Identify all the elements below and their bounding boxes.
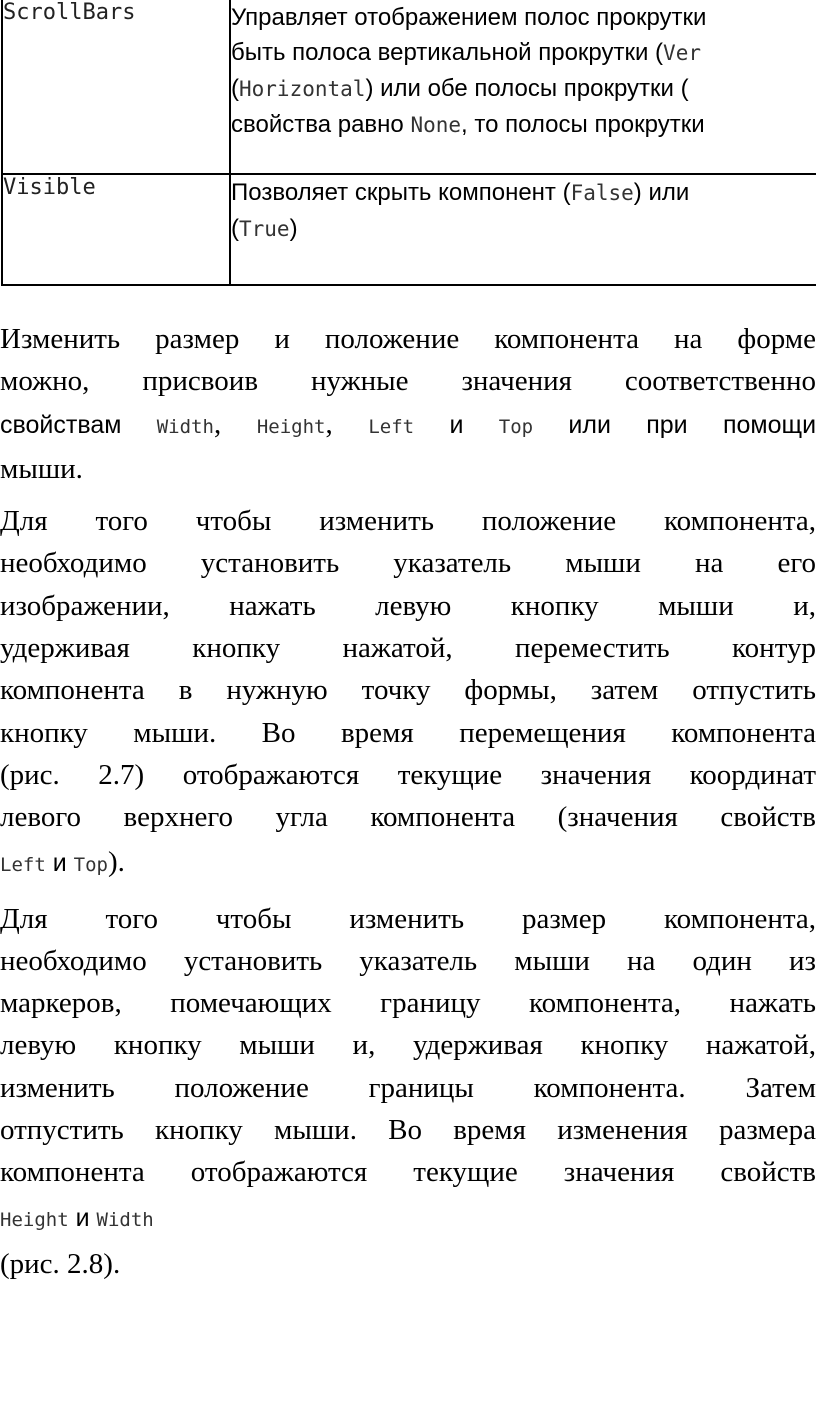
text-line bbox=[0, 500, 816, 542]
text-line bbox=[0, 669, 816, 711]
text-line bbox=[0, 1243, 816, 1285]
text-run: или при помощи bbox=[533, 410, 816, 439]
text-run: Для того чтобы изменить положение компонента, bbox=[0, 505, 816, 538]
property-name: Visible bbox=[2, 174, 230, 285]
text-line bbox=[0, 1151, 816, 1193]
paragraph bbox=[0, 318, 816, 490]
text-run: (рис. 2.7) отображаются текущие значения координат bbox=[0, 758, 816, 791]
text-run: отпустить кнопку мыши. Во время изменения размера bbox=[0, 1114, 816, 1147]
text-run: можно, присвоив нужные значения соответственно bbox=[0, 365, 816, 398]
code-term: True bbox=[239, 217, 290, 241]
text-line bbox=[231, 0, 816, 35]
text-run: удерживая кнопку нажатой, переместить контур bbox=[0, 632, 816, 665]
text-line bbox=[0, 318, 816, 360]
text-run: быть полоса вертикальной прокрутки ( bbox=[231, 39, 664, 66]
code-term: Top bbox=[73, 853, 108, 876]
text-run: ( bbox=[231, 215, 239, 242]
text-line bbox=[0, 585, 816, 627]
text-line bbox=[0, 403, 816, 448]
table-row bbox=[2, 0, 816, 174]
text-line bbox=[231, 107, 816, 143]
table-row bbox=[2, 174, 816, 285]
code-term: Left bbox=[368, 415, 415, 438]
code-term: Left bbox=[0, 853, 46, 876]
text-run: ) или bbox=[633, 179, 690, 206]
text-run: левого верхнего угла компонента (значения свойств bbox=[0, 801, 816, 834]
text-run: мыши. bbox=[0, 452, 83, 485]
text-run: и bbox=[45, 848, 74, 877]
text-run: необходимо установить указатель мыши на один из bbox=[0, 944, 816, 977]
text-line bbox=[0, 360, 816, 402]
text-run: и bbox=[414, 410, 499, 439]
text-line bbox=[0, 542, 816, 584]
text-line bbox=[0, 1194, 816, 1243]
code-term: Top bbox=[498, 415, 534, 438]
text-line bbox=[0, 982, 816, 1024]
text-run: Изменить размер и положение компонента на форме bbox=[0, 323, 816, 355]
properties-table bbox=[1, 0, 816, 286]
property-name: ScrollBars bbox=[2, 0, 230, 174]
code-term: False bbox=[570, 181, 634, 205]
text-run: , bbox=[213, 407, 257, 440]
text-run: и bbox=[68, 1203, 97, 1232]
paragraph bbox=[0, 500, 816, 887]
body-text bbox=[0, 318, 816, 1295]
text-run: левую кнопку мыши и, удерживая кнопку нажатой, bbox=[0, 1029, 816, 1062]
text-line bbox=[0, 627, 816, 669]
text-run: компонента в нужную точку формы, затем отпустить bbox=[0, 674, 816, 707]
text-run: необходимо установить указатель мыши на его bbox=[0, 547, 816, 580]
paragraph bbox=[0, 898, 816, 1285]
text-run: ) bbox=[289, 215, 298, 242]
text-line bbox=[0, 1067, 816, 1109]
text-run: изображении, нажать левую кнопку мыши и, bbox=[0, 589, 816, 622]
text-line bbox=[231, 175, 816, 211]
text-line bbox=[0, 1109, 816, 1151]
text-run: ( bbox=[231, 75, 239, 102]
text-run: компонента отображаются текущие значения свойств bbox=[0, 1156, 816, 1189]
text-line bbox=[0, 796, 816, 838]
text-line bbox=[0, 448, 816, 490]
text-run: ) или обе полосы прокрутки ( bbox=[365, 75, 689, 102]
text-run: , bbox=[325, 407, 369, 440]
text-run: Управляет отображением полос прокрутки bbox=[231, 4, 707, 31]
text-run: свойства равно bbox=[231, 111, 411, 138]
text-line bbox=[231, 71, 816, 107]
text-line bbox=[0, 754, 816, 796]
text-line bbox=[0, 940, 816, 982]
text-line bbox=[0, 712, 816, 754]
text-run: свойствам bbox=[0, 410, 157, 439]
text-run: маркеров, помечающих границу компонента, нажать bbox=[0, 987, 816, 1020]
code-term: Horizontal bbox=[239, 77, 366, 101]
code-term: Ver bbox=[663, 41, 701, 65]
code-term: None bbox=[410, 113, 462, 137]
text-line bbox=[0, 898, 816, 940]
code-term: Height bbox=[256, 415, 326, 438]
property-description bbox=[230, 0, 816, 174]
text-run: ). bbox=[107, 845, 125, 878]
code-term: Width bbox=[96, 1208, 154, 1231]
code-term: Height bbox=[0, 1208, 69, 1231]
property-description bbox=[230, 174, 816, 285]
text-run: изменить положение границы компонента. Затем bbox=[0, 1071, 816, 1104]
text-run: кнопку мыши. Во время перемещения компонента bbox=[0, 716, 816, 749]
text-run: (рис. 2.8). bbox=[0, 1247, 121, 1280]
text-run: Позволяет скрыть компонент ( bbox=[231, 179, 571, 206]
text-line bbox=[0, 839, 816, 888]
text-run: Для того чтобы изменить размер компонента, bbox=[0, 902, 816, 935]
text-line bbox=[0, 1024, 816, 1066]
text-line bbox=[231, 35, 816, 71]
text-line bbox=[231, 211, 816, 247]
text-run: , то полосы прокрутки bbox=[461, 111, 705, 138]
code-term: Width bbox=[156, 415, 214, 438]
